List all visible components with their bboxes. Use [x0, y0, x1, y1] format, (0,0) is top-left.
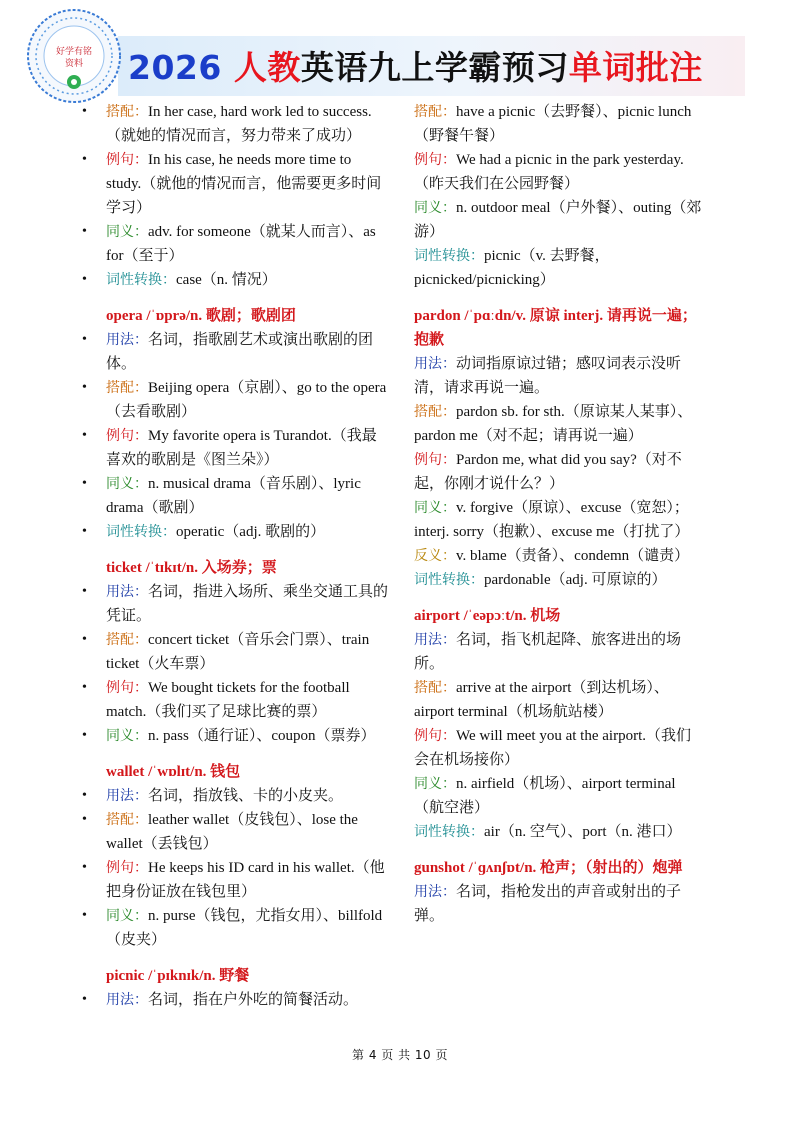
item-label: 用法： [106, 584, 148, 600]
item-text: We will meet you at the airport.（我们会在机场接你） [414, 728, 691, 768]
list-item [414, 352, 704, 400]
item-text: Beijing opera（京剧）、go to the opera（去看歌剧） [106, 380, 387, 420]
logo-seal-icon [22, 4, 126, 108]
list-item [82, 424, 388, 472]
logo [22, 4, 126, 108]
item-label: 同义： [106, 476, 148, 492]
item-text: picnic（v. 去野餐，picnicked/picnicking） [414, 248, 610, 288]
list-item [414, 544, 704, 568]
list-item [414, 724, 704, 772]
entry-headword: wallet /ˈwɒlɪt/n. 钱包 [106, 764, 241, 780]
item-text: 名词，指进入场所、乘坐交通工具的凭证。 [106, 584, 389, 624]
item-text: We had a picnic in the park yesterday.（昨天我们在公园野餐） [414, 152, 684, 192]
list-item [82, 784, 388, 808]
item-label: 搭配： [414, 680, 456, 696]
list-item [414, 568, 704, 592]
item-text: In her case, hard work led to success.（就她的情况而言，努力带来了成功） [106, 104, 372, 144]
item-text: 名词，指歌剧艺术或演出歌剧的团体。 [106, 332, 374, 372]
item-label: 例句： [414, 152, 456, 168]
item-text: n. purse（钱包，尤指女用）、billfold（皮夹） [106, 908, 383, 948]
list-item [414, 196, 704, 244]
list-item [82, 376, 388, 424]
list-item [414, 628, 704, 676]
page-number: 第 4 页 共 10 页 [352, 1048, 448, 1062]
list-item [82, 676, 388, 724]
item-label: 词性转换： [106, 272, 176, 288]
item-label: 同义： [414, 776, 456, 792]
page-title [128, 46, 703, 90]
item-label: 例句： [106, 152, 148, 168]
entry-headword: ticket /ˈtɪkɪt/n. 入场券；票 [106, 560, 277, 576]
item-label: 搭配： [106, 812, 148, 828]
item-label: 同义： [414, 200, 456, 216]
item-label: 同义： [106, 224, 148, 240]
item-text: 名词，指枪发出的声音或射出的子弹。 [414, 884, 682, 924]
right-column [414, 100, 704, 928]
title-part-publisher: 人教 [233, 48, 301, 87]
entry-headword: gunshot /ˈɡʌnʃɒt/n. 枪声；（射出的）炮弹 [414, 860, 683, 876]
list-item [82, 628, 388, 676]
item-label: 用法： [106, 788, 148, 804]
left-column [82, 100, 388, 1012]
entry-headword: picnic /ˈpɪknɪk/n. 野餐 [106, 968, 250, 984]
item-text: pardon sb. for sth.（原谅某人某事）、pardon me（对不起；请再说一遍） [414, 404, 693, 444]
item-text: arrive at the airport（到达机场）、airport terminal（机场航站楼） [414, 680, 669, 720]
item-label: 搭配： [106, 380, 148, 396]
list-item [82, 808, 388, 856]
item-text: 名词，指放钱、卡的小皮夹。 [148, 788, 344, 804]
item-text: We bought tickets for the football match.（我们买了足球比赛的票） [106, 680, 350, 720]
list-item [414, 148, 704, 196]
item-label: 例句： [106, 860, 148, 876]
item-text: n. musical drama（音乐剧）、lyric drama（歌剧） [106, 476, 361, 516]
list-item [82, 220, 388, 268]
item-label: 用法： [414, 884, 456, 900]
list-item [414, 772, 704, 820]
item-text: adv. for someone（就某人而言）、as for（至于） [106, 224, 376, 264]
item-text: have a picnic（去野餐）、picnic lunch（野餐午餐） [414, 104, 692, 144]
item-text: v. blame（责备）、condemn（谴责） [456, 548, 690, 564]
item-text: He keeps his ID card in his wallet.（他把身份证放在钱包里） [106, 860, 385, 900]
item-text: operatic（adj. 歌剧的） [176, 524, 326, 540]
svg-text:好学有铭: 好学有铭 [55, 47, 93, 57]
list-item [414, 880, 704, 928]
item-text: pardonable（adj. 可原谅的） [484, 572, 667, 588]
item-text: v. forgive（原谅）、excuse（宽恕）；interj. sorry（抱歉）、excuse me（打扰了） [414, 500, 690, 540]
item-text: concert ticket（音乐会门票）、train ticket（火车票） [106, 632, 370, 672]
item-label: 搭配： [414, 404, 456, 420]
item-label: 例句： [414, 452, 456, 468]
list-item [82, 580, 388, 628]
title-part-subject: 英语九上学霸预习 [300, 48, 569, 87]
list-item [414, 448, 704, 496]
item-text: case（n. 情况） [176, 272, 277, 288]
item-label: 同义： [414, 500, 456, 516]
item-label: 反义： [414, 548, 456, 564]
list-item [414, 820, 704, 844]
item-text: 名词，指飞机起降、旅客进出的场所。 [414, 632, 682, 672]
item-label: 同义： [106, 908, 148, 924]
item-label: 例句： [414, 728, 456, 744]
item-label: 词性转换： [414, 248, 484, 264]
item-text: n. outdoor meal（户外餐）、outing（郊游） [414, 200, 702, 240]
item-label: 同义： [106, 728, 148, 744]
item-label: 用法： [106, 332, 148, 348]
list-item [414, 496, 704, 544]
item-label: 用法： [106, 992, 148, 1008]
item-label: 搭配： [106, 632, 148, 648]
list-item [82, 520, 388, 544]
item-text: 动词指原谅过错；感叹词表示没听清，请求再说一遍。 [414, 356, 682, 396]
entry-headword: pardon /ˈpɑːdn/v. 原谅 interj. 请再说一遍；抱歉 [414, 308, 697, 348]
item-text: In his case, he needs more time to study.（就他的情况而言，他需要更多时间学习） [106, 152, 382, 216]
list-item [82, 328, 388, 376]
entry-headword: opera /ˈɒprə/n. 歌剧；歌剧团 [106, 308, 296, 324]
list-item [414, 676, 704, 724]
item-text: My favorite opera is Turandot.（我最喜欢的歌剧是《图兰朵》） [106, 428, 377, 468]
item-label: 例句： [106, 428, 148, 444]
title-part-topic: 单词批注 [568, 48, 703, 87]
item-label: 词性转换： [414, 572, 484, 588]
item-label: 搭配： [106, 104, 148, 120]
item-text: Pardon me, what did you say?（对不起，你刚才说什么？） [414, 452, 682, 492]
list-item [82, 856, 388, 904]
item-text: 名词，指在户外吃的简餐活动。 [148, 992, 359, 1008]
list-item [414, 244, 704, 292]
list-item [82, 472, 388, 520]
item-label: 搭配： [414, 104, 456, 120]
list-item [414, 100, 704, 148]
item-label: 例句： [106, 680, 148, 696]
item-label: 词性转换： [414, 824, 484, 840]
item-text: n. airfield（机场）、airport terminal（航空港） [414, 776, 676, 816]
list-item [82, 268, 388, 292]
list-item [82, 100, 388, 148]
entry-headword: airport /ˈeəpɔːt/n. 机场 [414, 608, 561, 624]
list-item [82, 904, 388, 952]
item-text: air（n. 空气）、port（n. 港口） [484, 824, 682, 840]
title-part-year: 2026 [128, 48, 234, 87]
list-item [82, 724, 388, 748]
list-item [82, 988, 388, 1012]
item-label: 用法： [414, 632, 456, 648]
list-item [82, 148, 388, 220]
item-text: leather wallet（皮钱包）、lose the wallet（丢钱包） [106, 812, 358, 852]
item-label: 用法： [414, 356, 456, 372]
svg-text:资料: 资料 [64, 59, 84, 69]
list-item [414, 400, 704, 448]
item-label: 词性转换： [106, 524, 176, 540]
item-text: n. pass（通行证）、coupon（票券） [148, 728, 376, 744]
